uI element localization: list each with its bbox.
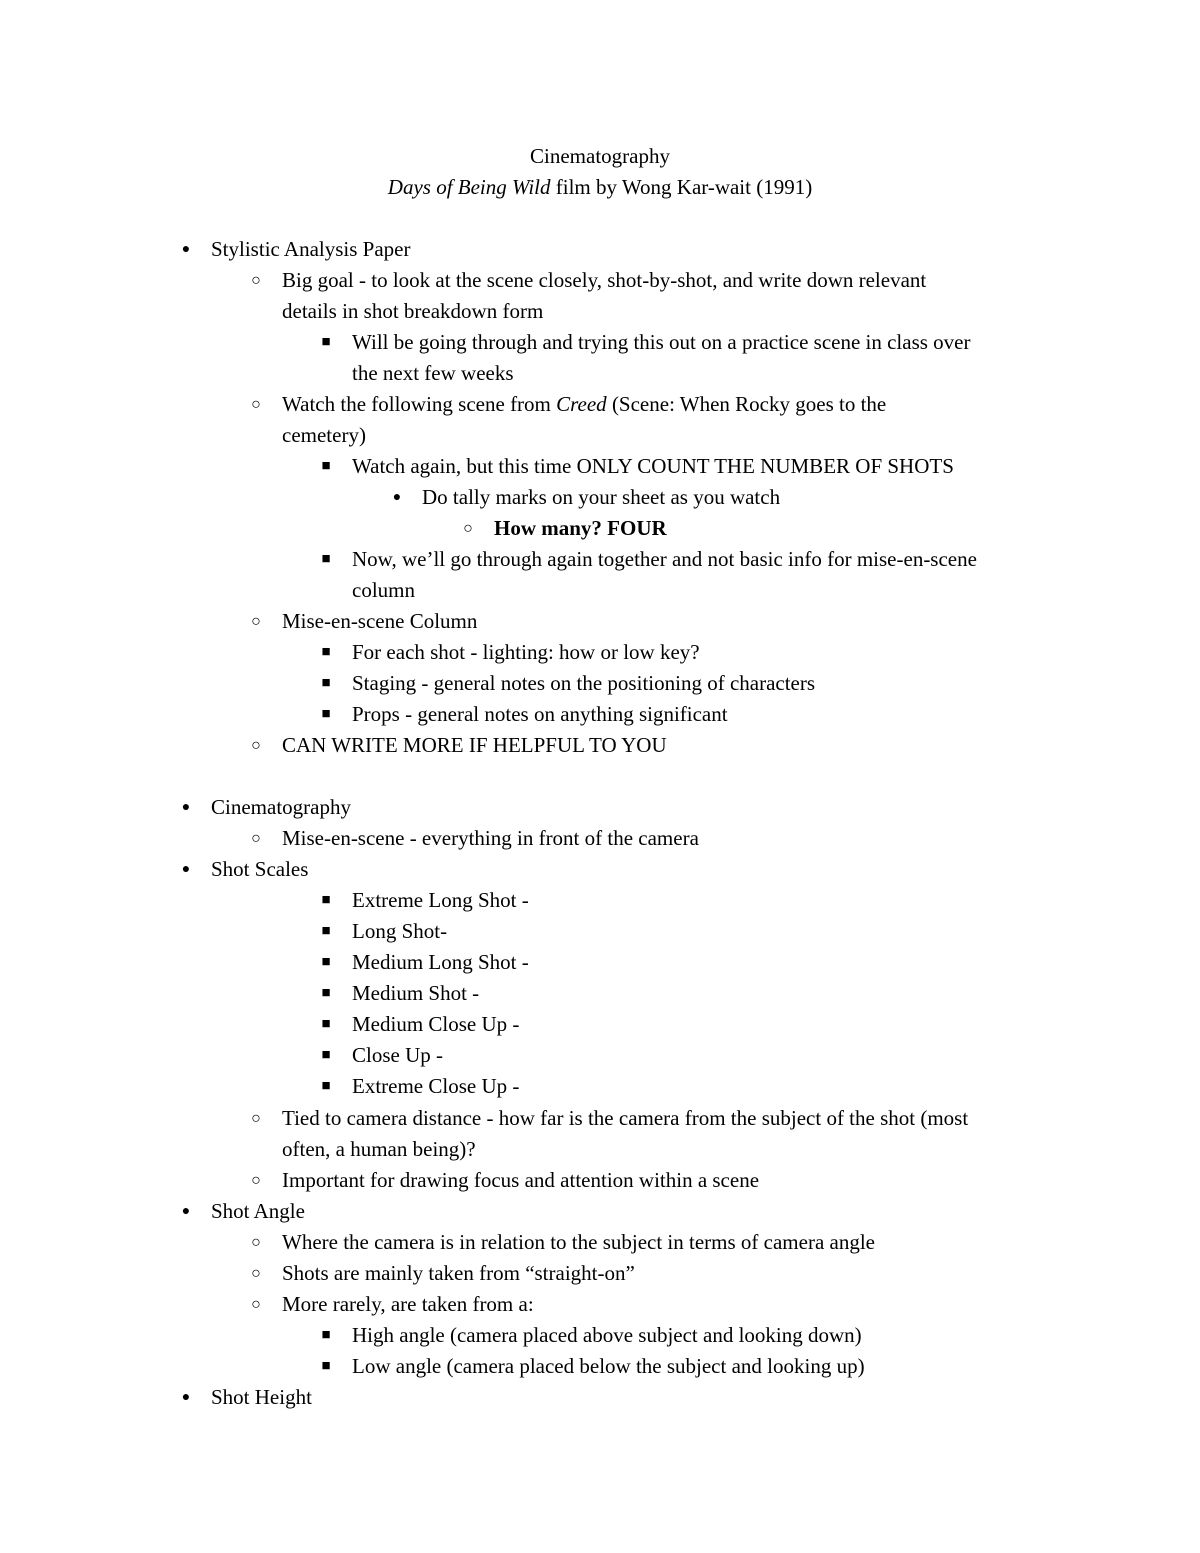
- bullet-level3: ■: [321, 675, 331, 691]
- bullet-level3: ■: [321, 551, 331, 567]
- list-item: More rarely, are taken from a:: [282, 1292, 534, 1316]
- list-item: Important for drawing focus and attention within a scene: [282, 1168, 760, 1192]
- bullet-level2: ○: [251, 1265, 261, 1282]
- list-item-continuation: details in shot breakdown form: [282, 299, 544, 323]
- list-item: Low angle (camera placed below the subject and looking up): [352, 1354, 865, 1378]
- list-item: Extreme Close Up -: [352, 1074, 520, 1098]
- bullet-level3: ■: [321, 1327, 331, 1343]
- bullet-level2: ○: [251, 830, 261, 847]
- bullet-level2: ○: [463, 520, 473, 537]
- bullet-level1: ●: [181, 1204, 191, 1219]
- list-item-bold: How many? FOUR: [494, 516, 667, 540]
- list-item: Tied to camera distance - how far is the camera from the subject of the shot (most: [282, 1106, 969, 1130]
- bullet-level3: ■: [321, 954, 331, 970]
- list-item: Close Up -: [352, 1043, 443, 1067]
- bullet-level3: ■: [321, 892, 331, 908]
- list-item: Shot Scales: [211, 857, 309, 881]
- list-item: CAN WRITE MORE IF HELPFUL TO YOU: [282, 733, 667, 757]
- list-item: Medium Close Up -: [352, 1012, 520, 1036]
- bullet-level3: ■: [321, 1078, 331, 1094]
- list-item: For each shot - lighting: how or low key?: [352, 640, 700, 664]
- list-item: Will be going through and trying this out on a practice scene in class over: [352, 330, 971, 354]
- bullet-level1: ●: [181, 1390, 191, 1405]
- bullet-level1: ●: [392, 490, 402, 505]
- list-item-continuation: often, a human being)?: [282, 1137, 476, 1161]
- bullet-level3: ■: [321, 644, 331, 660]
- list-item: [282, 389, 886, 420]
- bullet-level3: ■: [321, 1358, 331, 1374]
- list-item: Props - general notes on anything significant: [352, 702, 728, 726]
- bullet-level3: ■: [321, 458, 331, 474]
- list-item: Do tally marks on your sheet as you watch: [422, 485, 781, 509]
- bullet-level3: ■: [321, 923, 331, 939]
- list-item: Extreme Long Shot -: [352, 888, 529, 912]
- bullet-level3: ■: [321, 1016, 331, 1032]
- bullet-level2: ○: [251, 272, 261, 289]
- bullet-level2: ○: [251, 396, 261, 413]
- text-segment: (Scene: When Rocky goes to the: [606, 392, 887, 416]
- emphasis-creed: Creed: [556, 392, 607, 416]
- list-item: Watch again, but this time ONLY COUNT THE NUMBER OF SHOTS: [352, 454, 954, 478]
- list-item: Stylistic Analysis Paper: [211, 237, 411, 261]
- list-item: Shot Height: [211, 1385, 312, 1409]
- bullet-level2: ○: [251, 1296, 261, 1313]
- bullet-level2: ○: [251, 1172, 261, 1189]
- list-item: Where the camera is in relation to the subject in terms of camera angle: [282, 1230, 875, 1254]
- list-item: Shots are mainly taken from “straight-on”: [282, 1261, 635, 1285]
- list-item: Staging - general notes on the positioning of characters: [352, 671, 816, 695]
- bullet-level2: ○: [251, 613, 261, 630]
- list-item-continuation: the next few weeks: [352, 361, 514, 385]
- subtitle-rest: film by Wong Kar-wait (1991): [550, 175, 813, 199]
- bullet-level3: ■: [321, 706, 331, 722]
- list-item: Mise-en-scene - everything in front of the camera: [282, 826, 699, 850]
- bullet-level3: ■: [321, 985, 331, 1001]
- list-item: Now, we’ll go through again together and not basic info for mise-en-scene: [352, 547, 977, 571]
- list-item: Cinematography: [211, 795, 351, 819]
- bullet-level3: ■: [321, 1047, 331, 1063]
- bullet-level2: ○: [251, 1234, 261, 1251]
- bullet-level1: ●: [181, 800, 191, 815]
- list-item-continuation: column: [352, 578, 415, 602]
- bullet-level3: ■: [321, 334, 331, 350]
- bullet-level1: ●: [181, 242, 191, 257]
- bullet-level2: ○: [251, 1110, 261, 1127]
- film-title: Days of Being Wild: [387, 175, 551, 199]
- bullet-level2: ○: [251, 737, 261, 754]
- document-title: Cinematography: [530, 144, 670, 168]
- bullet-level1: ●: [181, 862, 191, 877]
- list-item: Medium Shot -: [352, 981, 480, 1005]
- list-item: High angle (camera placed above subject and looking down): [352, 1323, 862, 1347]
- list-item: Mise-en-scene Column: [282, 609, 478, 633]
- document-subtitle: [0, 172, 1200, 203]
- list-item: Big goal - to look at the scene closely, shot-by-shot, and write down relevant: [282, 268, 927, 292]
- list-item-continuation: cemetery): [282, 423, 366, 447]
- list-item: Long Shot-: [352, 919, 448, 943]
- list-item: Medium Long Shot -: [352, 950, 529, 974]
- text-segment: Watch the following scene from: [282, 392, 557, 416]
- list-item: Shot Angle: [211, 1199, 305, 1223]
